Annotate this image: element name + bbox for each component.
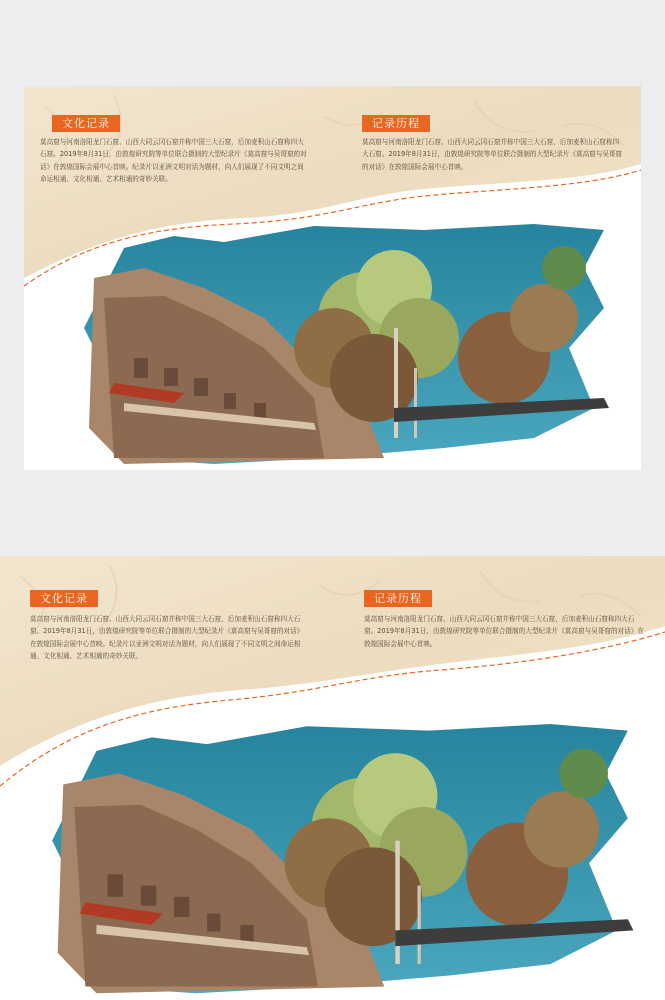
mogao-grottoes-photo: [64, 208, 624, 470]
section-badge-history: 记录历程: [362, 115, 430, 132]
culture-paragraph: 莫高窟与河南洛阳龙门石窟、山西大同云冈石窟并称中国三大石窟，后加麦积山石窟称四大石窟。2019年8月31日，由敦煌研究院等单位联合摄制的大型纪录片《莫高窟与吴哥窟的对话》在敦煌国际会展中心首映。纪录片以亚洲文明对话为题材，向人们展现了不同文明之间命运相通、文化相通、艺术相通的奇妙关联。: [40, 138, 307, 184]
section-badge-culture: 文化记录: [30, 590, 98, 607]
history-paragraph: 莫高窟与河南洛阳龙门石窟、山西大同云冈石窟并称中国三大石窟，后加麦积山石窟称四大石窟。2019年8月31日，由敦煌研究院等单位联合摄制的大型纪录片《莫高窟与吴哥窟的对话》在敦煌国际会展中心首映。: [362, 138, 623, 171]
history-paragraph: 莫高窟与河南洛阳龙门石窟、山西大同云冈石窟并称中国三大石窟，后加麦积山石窟称四大石窟。2019年8月31日，由敦煌研究院等单位联合摄制的大型纪录片《莫高窟与吴哥窟的对话》在敦煌国际会展中心首映。: [364, 615, 644, 648]
section-badge-history: 记录历程: [364, 590, 432, 607]
mogao-grottoes-photo: [30, 706, 650, 1000]
culture-paragraph: 莫高窟与河南洛阳龙门石窟、山西大同云冈石窟并称中国三大石窟，后加麦积山石窟称四大石窟。2019年8月31日，由敦煌研究院等单位联合摄制的大型纪录片《莫高窟与吴哥窟的对话》在敦煌国际会展中心首映。纪录片以亚洲文明对话为题材，向人们展现了不同文明之间命运相通、文化相通、艺术相通的奇妙关联。: [30, 615, 304, 661]
section-badge-culture: 文化记录: [52, 115, 120, 132]
poster-preview-top: [24, 86, 641, 470]
poster-preview-bottom: [0, 556, 665, 1000]
